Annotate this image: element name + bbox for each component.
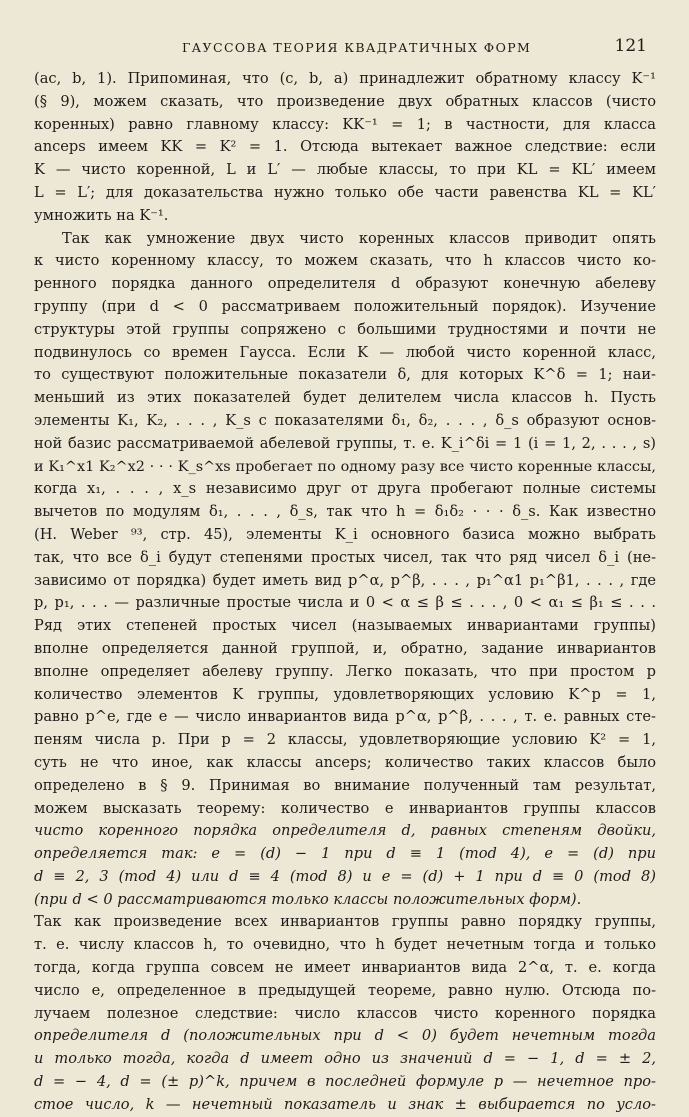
text-line: и только тогда, когда d имеет одно из значений d = − 1, d = ± 2, bbox=[34, 1050, 656, 1068]
text-line: L = L′; для доказательства нужно только обе части равенства KL = KL′ bbox=[34, 183, 656, 201]
text-line: тогда, когда группа совсем не имеет инвариантов вида 2^α, т. е. когда bbox=[34, 959, 656, 977]
text-line: определено в § 9. Принимая во внимание полученный там результат, bbox=[34, 776, 656, 794]
text-line: суть не что иное, как классы anceps; количество таких классов было bbox=[34, 753, 656, 771]
text-line: ной базис рассматриваемой абелевой группы, т. е. K_i^δi = 1 (i = 1, 2, . . . , s) bbox=[34, 434, 656, 452]
text-line: число e, определенное в предыдущей теореме, равно нулю. Отсюда по- bbox=[34, 981, 656, 999]
text-line: стое число, k — нечетный показатель и знак ± выбирается по усло- bbox=[34, 1095, 656, 1113]
body-text bbox=[34, 68, 656, 1117]
text-line: можем высказать теорему: количество е инвариантов группы классов bbox=[34, 799, 656, 817]
text-line: чисто коренного порядка определителя d, равных степеням двойки, bbox=[34, 822, 656, 840]
text-line: лучаем полезное следствие: число классов чисто коренного порядка bbox=[34, 1004, 656, 1022]
text-line: вполне определяет абелеву группу. Легко показать, что при простом p bbox=[34, 662, 656, 680]
text-line: структуры этой группы сопряжено с большими трудностями и почти не bbox=[34, 320, 656, 338]
text-line: группу (при d < 0 рассматриваем положительный порядок). Изучение bbox=[34, 297, 656, 315]
text-line: Ряд этих степеней простых чисел (называемых инвариантами группы) bbox=[34, 617, 656, 635]
text-line: количество элементов K группы, удовлетворяющих условию K^p = 1, bbox=[34, 685, 656, 703]
text-line: так, что все δ_i будут степенями простых чисел, так что ряд чисел δ_i (не- bbox=[34, 548, 656, 566]
text-line: элементы K₁, K₂, . . . , K_s с показателями δ₁, δ₂, . . . , δ_s образуют основ- bbox=[34, 411, 656, 429]
text-line: определяется так: e = (d) − 1 при d ≡ 1 (mod 4), e = (d) при bbox=[34, 845, 656, 863]
text-line: коренных) равно главному классу: KK⁻¹ = 1; в частности, для класса bbox=[34, 115, 656, 133]
text-line: Так как умножение двух чисто коренных классов приводит опять bbox=[62, 229, 656, 247]
text-line: т. е. числу классов h, то очевидно, что h будет нечетным тогда и только bbox=[34, 936, 656, 954]
text-line: к чисто коренному классу, то можем сказать, что h классов чисто ко- bbox=[34, 252, 656, 270]
text-line: когда x₁, . . . , x_s независимо друг от друга пробегают полные системы bbox=[34, 480, 656, 498]
text-line: anceps имеем KK = K² = 1. Отсюда вытекает важное следствие: если bbox=[34, 138, 656, 156]
text-line: зависимо от порядка) будет иметь вид p^α, p^β, . . . , p₁^α1 p₁^β1, . . . , где bbox=[34, 571, 656, 589]
text-line: умножить на K⁻¹. bbox=[34, 206, 169, 224]
text-line: вполне определяется данной группой, и, обратно, задание инвариантов bbox=[34, 639, 656, 657]
text-line: меньший из этих показателей будет делителем числа классов h. Пусть bbox=[34, 389, 656, 407]
text-line: ренного порядка данного определителя d образуют конечную абелеву bbox=[34, 275, 656, 293]
text-line: вычетов по модулям δ₁, . . . , δ_s, так что h = δ₁δ₂ · · · δ_s. Как известно bbox=[34, 503, 656, 521]
page-header bbox=[0, 36, 689, 58]
text-line: (H. Weber ⁹³, стр. 45), элементы K_i основного базиса можно выбрать bbox=[34, 525, 656, 543]
text-line: и K₁^x1 K₂^x2 · · · K_s^xs пробегает по одному разу все чисто коренные классы, bbox=[34, 458, 656, 475]
text-line: (§ 9), можем сказать, что произведение двух обратных классов (чисто bbox=[34, 92, 656, 110]
text-line: подвинулось со времен Гаусса. Если K — любой чисто коренной класс, bbox=[34, 343, 656, 361]
text-line: (при d < 0 рассматриваются только классы положительных форм). bbox=[34, 890, 582, 908]
text-line: равно p^e, где e — число инвариантов вида p^α, p^β, . . . , т. е. равных сте- bbox=[34, 708, 656, 726]
text-line: d = − 4, d = (± p)^k, причем в последней формуле p — нечетное про- bbox=[34, 1073, 656, 1091]
running-title: ГАУССОВА ТЕОРИЯ КВАДРАТИЧНЫХ ФОРМ bbox=[182, 40, 532, 55]
text-line: d ≡ 2, 3 (mod 4) или d ≡ 4 (mod 8) и e = (d) + 1 при d ≡ 0 (mod 8) bbox=[34, 867, 656, 885]
text-line: то существуют положительные показатели δ, для которых K^δ = 1; наи- bbox=[34, 366, 656, 384]
text-line: K — чисто коренной, L и L′ — любые классы, то при KL = KL′ имеем bbox=[34, 161, 656, 179]
text-line: (ac, b, 1). Припоминая, что (c, b, a) принадлежит обратному классу K⁻¹ bbox=[34, 70, 656, 87]
text-line: Так как произведение всех инвариантов группы равно порядку группы, bbox=[34, 913, 656, 931]
text-line: p, p₁, . . . — различные простые числа и 0 < α ≤ β ≤ . . . , 0 < α₁ ≤ β₁ ≤ . . . bbox=[34, 594, 656, 612]
text-line: пеням числа p. При p = 2 классы, удовлетворяющие условию K² = 1, bbox=[34, 731, 656, 749]
text-line: определителя d (положительных при d < 0) будет нечетным тогда bbox=[34, 1027, 656, 1045]
page-number: 121 bbox=[614, 36, 647, 56]
